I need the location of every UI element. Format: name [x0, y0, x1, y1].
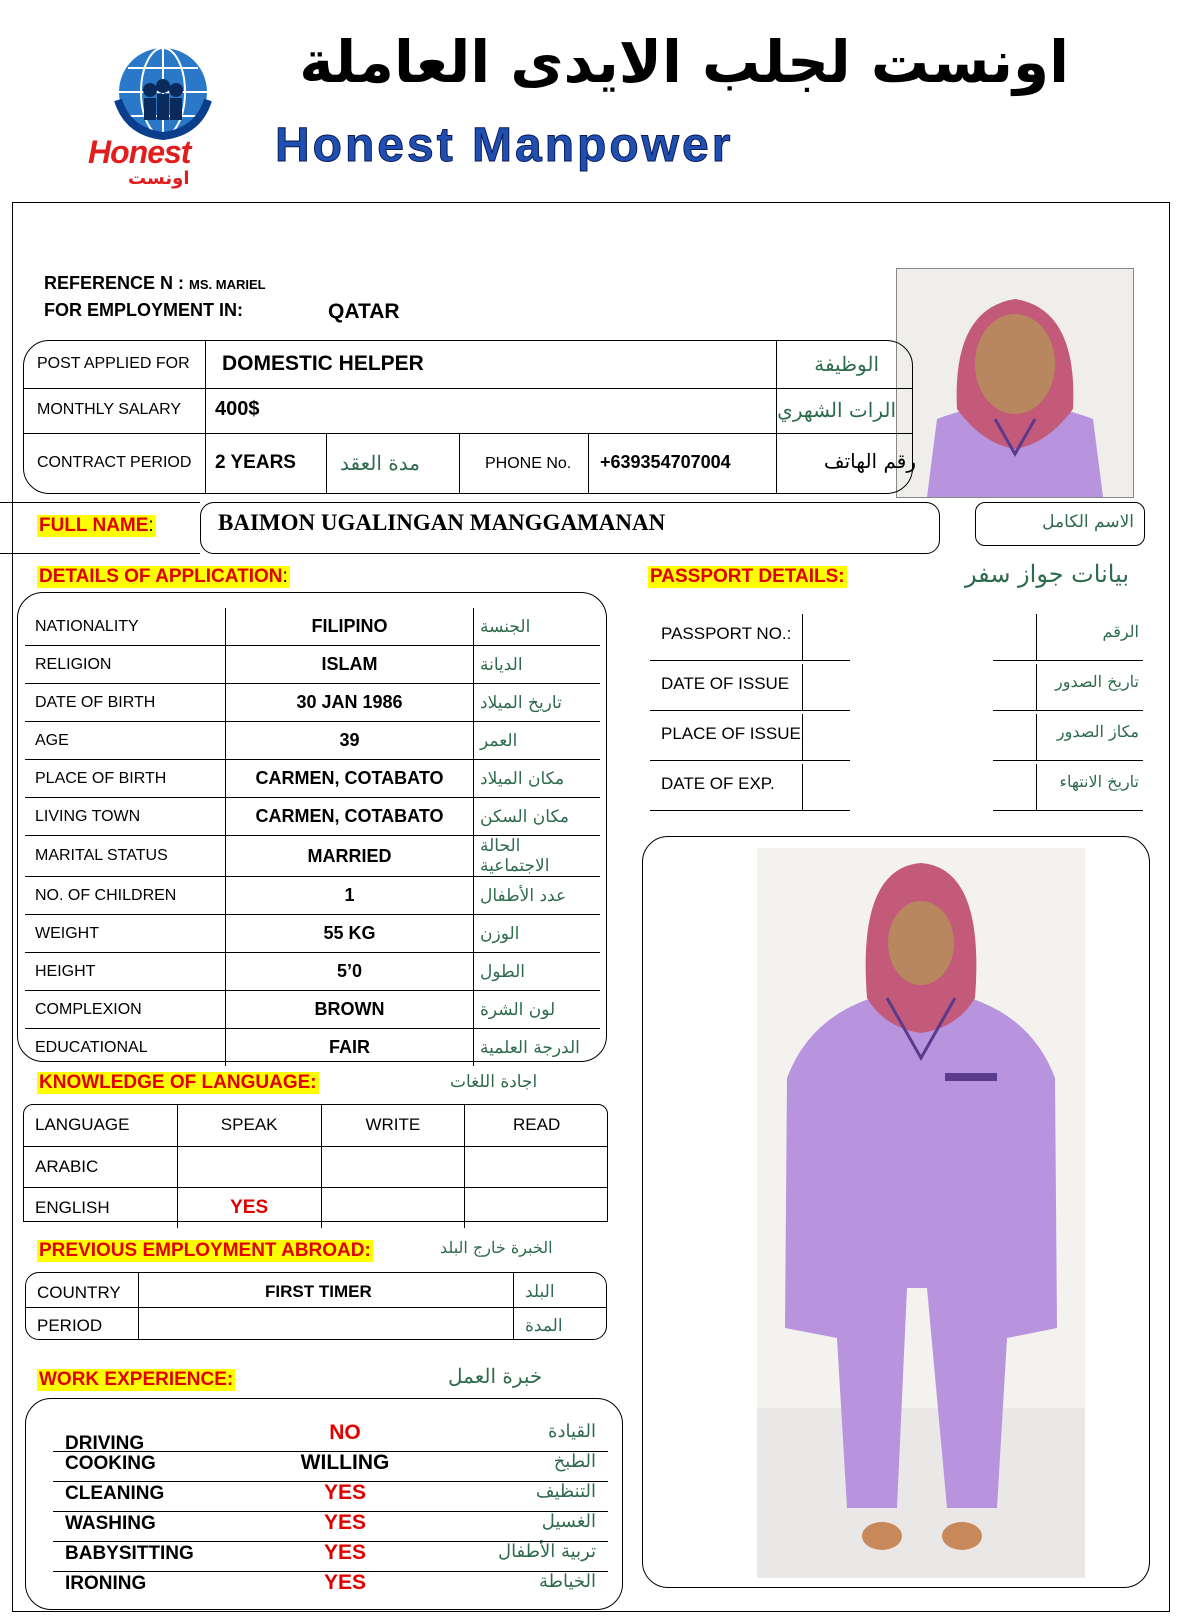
details-value: CARMEN, COTABATO	[226, 798, 474, 836]
details-row	[25, 722, 600, 760]
experience-value: YES	[323, 1481, 367, 1504]
passport-label: DATE OF ISSUE	[661, 674, 790, 693]
job-vline-5	[588, 433, 589, 494]
experience-heading: WORK EXPERIENCE:	[39, 1369, 234, 1390]
language-row	[23, 1188, 608, 1229]
country-value: FIRST TIMER	[265, 1282, 372, 1301]
details-label: EDUCATIONAL	[25, 1029, 226, 1067]
passport-vline	[802, 614, 803, 660]
salary-value: 400$	[215, 398, 260, 420]
reference-row	[44, 273, 266, 294]
logo-text: Honest	[88, 134, 191, 170]
details-label: PLACE OF BIRTH	[25, 760, 226, 798]
details-row	[25, 953, 600, 991]
passport-line-left	[650, 760, 850, 761]
experience-value: YES	[323, 1511, 367, 1534]
experience-label: COOKING	[65, 1453, 156, 1474]
details-row	[25, 760, 600, 798]
details-arabic: مكان الميلاد	[474, 760, 601, 798]
experience-arabic: التنظيف	[535, 1481, 596, 1502]
prev-vline-2	[513, 1272, 514, 1340]
passport-vline-right	[1036, 614, 1037, 660]
language-row	[23, 1147, 608, 1188]
job-vline-3	[326, 433, 327, 494]
details-arabic: الديانة	[474, 646, 601, 684]
passport-vline-right	[1036, 764, 1037, 810]
details-row	[25, 646, 600, 684]
details-value: 30 JAN 1986	[226, 684, 474, 722]
prev-vline-1	[138, 1272, 139, 1340]
phone-arabic: رقم الهاتف	[823, 449, 916, 473]
details-label: WEIGHT	[25, 915, 226, 953]
language-header-cell: SPEAK	[177, 1104, 321, 1147]
details-value: FILIPINO	[226, 608, 474, 646]
details-row	[25, 1029, 600, 1067]
details-row	[25, 684, 600, 722]
details-row	[25, 877, 600, 915]
employment-label: FOR EMPLOYMENT IN:	[44, 300, 243, 320]
details-value: 39	[226, 722, 474, 760]
details-value: CARMEN, COTABATO	[226, 760, 474, 798]
country-label: COUNTRY	[37, 1283, 121, 1302]
salary-arabic: الرات الشهري	[777, 398, 896, 422]
reference-label: REFERENCE N :	[44, 273, 185, 293]
details-value: FAIR	[226, 1029, 474, 1067]
language-speak: YES	[177, 1188, 321, 1229]
details-label: RELIGION	[25, 646, 226, 684]
details-label: LIVING TOWN	[25, 798, 226, 836]
experience-label: WASHING	[65, 1513, 156, 1534]
passport-vline	[802, 764, 803, 810]
reference-value: MS. MARIEL	[189, 277, 266, 292]
experience-value: YES	[323, 1571, 367, 1594]
details-label: MARITAL STATUS	[25, 836, 226, 877]
experience-arabic: تربية الأطفال	[497, 1541, 596, 1562]
details-heading	[37, 566, 290, 588]
details-table	[25, 608, 600, 1066]
details-arabic: العمر	[474, 722, 601, 760]
passport-heading-arabic: بيانات جواز سفر	[964, 560, 1129, 588]
phone-value: +639354707004	[600, 452, 731, 472]
passport-arabic: تاريخ الانتهاء	[1059, 772, 1139, 791]
passport-label: PASSPORT NO.:	[661, 624, 792, 643]
details-label: COMPLEXION	[25, 991, 226, 1029]
language-name: ARABIC	[23, 1147, 177, 1188]
fullname-line-left	[0, 502, 200, 503]
post-arabic: الوظيفة	[814, 352, 879, 376]
details-heading-text: DETAILS OF APPLICATION	[39, 566, 283, 587]
fullname-colon: :	[148, 515, 154, 536]
details-row	[25, 836, 600, 877]
language-read	[465, 1188, 608, 1229]
details-arabic: عدد الأطفال	[474, 877, 601, 915]
fullname-line-bottom	[0, 553, 200, 554]
passport-label: PLACE OF ISSUE	[661, 724, 801, 743]
country-arabic: البلد	[525, 1282, 555, 1302]
passport-vline	[802, 664, 803, 710]
applicant-portrait-photo	[896, 268, 1134, 498]
passport-label: DATE OF EXP.	[661, 774, 775, 793]
passport-line-left	[650, 710, 850, 711]
language-write	[321, 1147, 465, 1188]
company-logo	[88, 40, 238, 190]
passport-line-left	[650, 810, 850, 811]
details-row	[25, 608, 600, 646]
fullname-value: BAIMON UGALINGAN MANGGAMANAN	[218, 510, 666, 535]
post-value: DOMESTIC HELPER	[222, 352, 424, 375]
contract-value: 2 YEARS	[215, 452, 296, 473]
language-heading-arabic: اجادة اللغات	[450, 1072, 538, 1092]
details-value: MARRIED	[226, 836, 474, 877]
details-row	[25, 798, 600, 836]
post-label: POST APPLIED FOR	[37, 355, 190, 372]
details-arabic: الوزن	[474, 915, 601, 953]
job-hline-1	[23, 388, 913, 389]
details-arabic: تاريخ الميلاد	[474, 684, 601, 722]
passport-line-right	[993, 810, 1143, 811]
experience-divider	[53, 1571, 608, 1572]
passport-line-right	[993, 660, 1143, 661]
details-value: BROWN	[226, 991, 474, 1029]
details-arabic: الدرجة العلمية	[480, 1037, 580, 1058]
experience-heading-arabic: خبرة العمل	[448, 1364, 543, 1388]
passport-heading: PASSPORT DETAILS:	[650, 566, 845, 587]
experience-divider	[53, 1451, 608, 1452]
fullname-label-text: FULL NAME	[39, 515, 149, 536]
applicant-full-body-photo	[757, 848, 1085, 1578]
experience-value: YES	[323, 1541, 367, 1564]
language-header-cell: READ	[465, 1104, 608, 1147]
passport-vline	[802, 714, 803, 760]
language-table	[23, 1104, 608, 1228]
language-heading: KNOWLEDGE OF LANGUAGE:	[39, 1072, 317, 1093]
language-write	[321, 1188, 465, 1229]
passport-arabic: الرقم	[1102, 622, 1139, 641]
experience-value: NO	[329, 1421, 361, 1444]
passport-arabic: مكاز الصدور	[1056, 722, 1139, 741]
details-label: DATE OF BIRTH	[25, 684, 226, 722]
prev-hline	[25, 1307, 607, 1308]
experience-divider	[53, 1511, 608, 1512]
fullname-label	[37, 515, 156, 537]
language-speak	[177, 1147, 321, 1188]
details-value: 55 KG	[226, 915, 474, 953]
details-arabic: لون الشرة	[474, 991, 601, 1029]
language-header-cell: WRITE	[321, 1104, 465, 1147]
details-row	[25, 915, 600, 953]
details-label: NATIONALITY	[25, 608, 226, 646]
job-vline-4	[459, 433, 460, 494]
experience-label: DRIVING	[65, 1433, 145, 1454]
details-arabic: الحالة الاجتماعية	[474, 836, 601, 877]
details-label: HEIGHT	[25, 953, 226, 991]
experience-divider	[53, 1541, 608, 1542]
details-value: ISLAM	[226, 646, 474, 684]
details-row	[25, 991, 600, 1029]
experience-value: WILLING	[300, 1451, 390, 1474]
period-arabic: المدة	[525, 1316, 563, 1336]
details-heading-colon: :	[282, 566, 288, 587]
details-value: 5’0	[226, 953, 474, 991]
experience-divider	[53, 1481, 608, 1482]
details-arabic: مكان السكن	[474, 798, 601, 836]
contract-arabic: مدة العقد	[340, 451, 420, 475]
title-arabic: اونست لجلب الايدى العاملة	[299, 28, 1069, 96]
experience-label: CLEANING	[65, 1483, 165, 1504]
details-arabic: الجنسة	[474, 608, 601, 646]
details-label: AGE	[25, 722, 226, 760]
salary-label: MONTHLY SALARY	[37, 401, 182, 418]
passport-line-right	[993, 710, 1143, 711]
previous-heading: PREVIOUS EMPLOYMENT ABROAD:	[39, 1240, 371, 1261]
language-header-cell: LANGUAGE	[23, 1104, 177, 1147]
fullname-arabic: الاسم الكامل	[1042, 512, 1134, 532]
details-value: 1	[226, 877, 474, 915]
passport-vline-right	[1036, 664, 1037, 710]
experience-label: BABYSITTING	[65, 1543, 194, 1564]
experience-arabic: الطبخ	[553, 1451, 596, 1472]
previous-heading-arabic: الخبرة خارج البلد	[440, 1238, 553, 1257]
job-vline-1	[205, 340, 206, 494]
passport-arabic: تاريخ الصدور	[1055, 672, 1139, 691]
contract-label: CONTRACT PERIOD	[37, 454, 192, 471]
period-label: PERIOD	[37, 1316, 103, 1335]
passport-line-left	[650, 660, 850, 661]
experience-arabic: الغسيل	[541, 1511, 596, 1532]
employment-value: QATAR	[328, 300, 400, 323]
phone-label: PHONE No.	[485, 455, 572, 472]
details-label: NO. OF CHILDREN	[25, 877, 226, 915]
job-hline-2	[23, 433, 913, 434]
experience-arabic: القيادة	[548, 1421, 596, 1442]
passport-line-right	[993, 760, 1143, 761]
details-arabic: الطول	[474, 953, 601, 991]
passport-vline-right	[1036, 714, 1037, 760]
experience-arabic: الخياطة	[539, 1571, 596, 1592]
logo-text-arabic: اونست	[128, 168, 190, 189]
language-read	[465, 1147, 608, 1188]
experience-label: IRONING	[65, 1573, 147, 1594]
language-name: ENGLISH	[23, 1188, 177, 1229]
title-english: Honest Manpower	[275, 119, 734, 172]
